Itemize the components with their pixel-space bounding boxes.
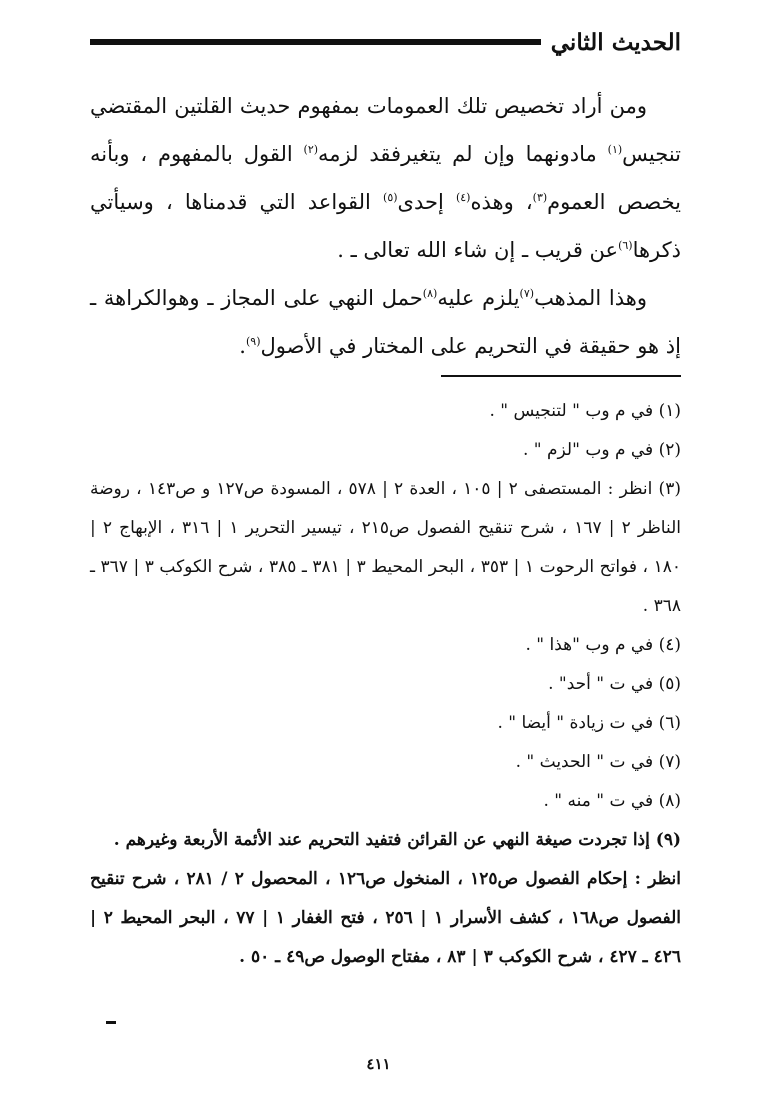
footnote-ref-3: (٣) <box>532 191 548 204</box>
paragraph-1-text-c: القول بالمفهوم ، وبأنه يخصص العموم <box>90 142 681 214</box>
footnote-ref-6: (٦) <box>618 239 633 252</box>
footnote-9-lead: (٩) إذا تجردت صيغة النهي عن القرائن فتفيد التحريم عند الأئمة الأربعة وغيرهم . <box>113 830 681 850</box>
running-title: الحديث الثاني <box>550 28 681 56</box>
paragraph-2-text-a: وهذا المذهب <box>534 286 647 310</box>
paragraph-1-text-b: مادونهما وإن لم يتغيرفقد لزمه <box>318 142 608 166</box>
footnote-ref-1: (١) <box>607 143 623 156</box>
footnote-7: (٧) في ت " الحديث " . <box>515 752 681 772</box>
paragraph-1-text-f: القواعد التي قدمناها ، وسيأتي ذكرها <box>90 190 681 262</box>
footnote-ref-8: (٨) <box>422 287 438 300</box>
footnote-ref-5: (٥) <box>383 191 398 204</box>
paragraph-1-text-a: ومن أراد تخصيص تلك العمومات بمفهوم حديث القلتين المقتضي تنجيس <box>90 94 682 166</box>
running-header <box>90 22 681 62</box>
footnote-9-references: انظر : إحكام الفصول ص١٢٥ ، المنخول ص١٢٦ ، المحصول ٢ / ٢٨١ ، شرح تنقيح الفصول ص١٦٨ ، كشف الأسرار ١ | ٢٥٦ ، فتح الغفار ١ | ٧٧ ، البحر المحيط ٢ | ٤٢٦ ـ ٤٢٧ ، شرح الكوكب ٣ | ٨٣ ، مفتاح الوصول ص٤٩ ـ ٥٠ . <box>90 869 682 967</box>
footnote-2: (٢) في م وب "لزم " . <box>523 440 681 460</box>
footnote-3: (٣) انظر : المستصفى ٢ | ١٠٥ ، العدة ٢ | ٥٧٨ ، المسودة ص١٢٧ و ص١٤٣ ، روضة الناظر ٢ | ١٦٧ ، شرح تنقيح الفصول ص٢١٥ ، تيسير التحرير ١ | ٣١٦ ، الإبهاج ٢ | ١٨٠ ، فواتح الرحوت ١ | ٣٥٣ ، البحر المحيط ٣ | ٣٨١ ـ ٣٨٥ ، شرح الكوكب ٣ | ٣٦٧ ـ ٣٦٨ . <box>90 479 681 616</box>
footnote-ref-7: (٧) <box>519 287 535 300</box>
footnote-8: (٨) في ت " منه " . <box>543 791 681 811</box>
footnote-1: (١) في م وب " لتنجيس " . <box>489 401 681 421</box>
footnote-5: (٥) في ت " أحد" . <box>548 674 681 694</box>
paragraph-2-text-d: . <box>239 334 246 358</box>
header-rule <box>90 39 541 45</box>
end-dash-mark <box>106 1021 116 1024</box>
paragraph-1-text-g: عن قريب ـ إن شاء الله تعالى ـ . <box>337 238 619 262</box>
paragraph-2 <box>90 274 681 370</box>
footnote-ref-4: (٤) <box>455 191 471 204</box>
footnote-ref-2: (٢) <box>303 143 319 156</box>
paragraph-2-text-c: حمل النهي على المجاز ـ وهوالكراهة ـ إذ هو حقيقة في التحريم على المختار في الأصول <box>90 286 681 358</box>
paragraph-1-text-e: إحدى <box>397 190 456 214</box>
paragraph-1 <box>90 82 681 274</box>
footnote-ref-9: (٩) <box>245 335 261 348</box>
paragraph-2-text-b: يلزم عليه <box>437 286 520 310</box>
page-number: ٤١١ <box>366 1055 391 1073</box>
footnotes <box>90 392 681 977</box>
footnote-4: (٤) في م وب "هذا " . <box>525 635 681 655</box>
footnote-6: (٦) في ت زيادة " أيضا " . <box>497 713 681 733</box>
paragraph-1-text-d: ، وهذه <box>470 190 533 214</box>
main-text <box>90 82 681 370</box>
footnote-separator <box>441 375 681 377</box>
